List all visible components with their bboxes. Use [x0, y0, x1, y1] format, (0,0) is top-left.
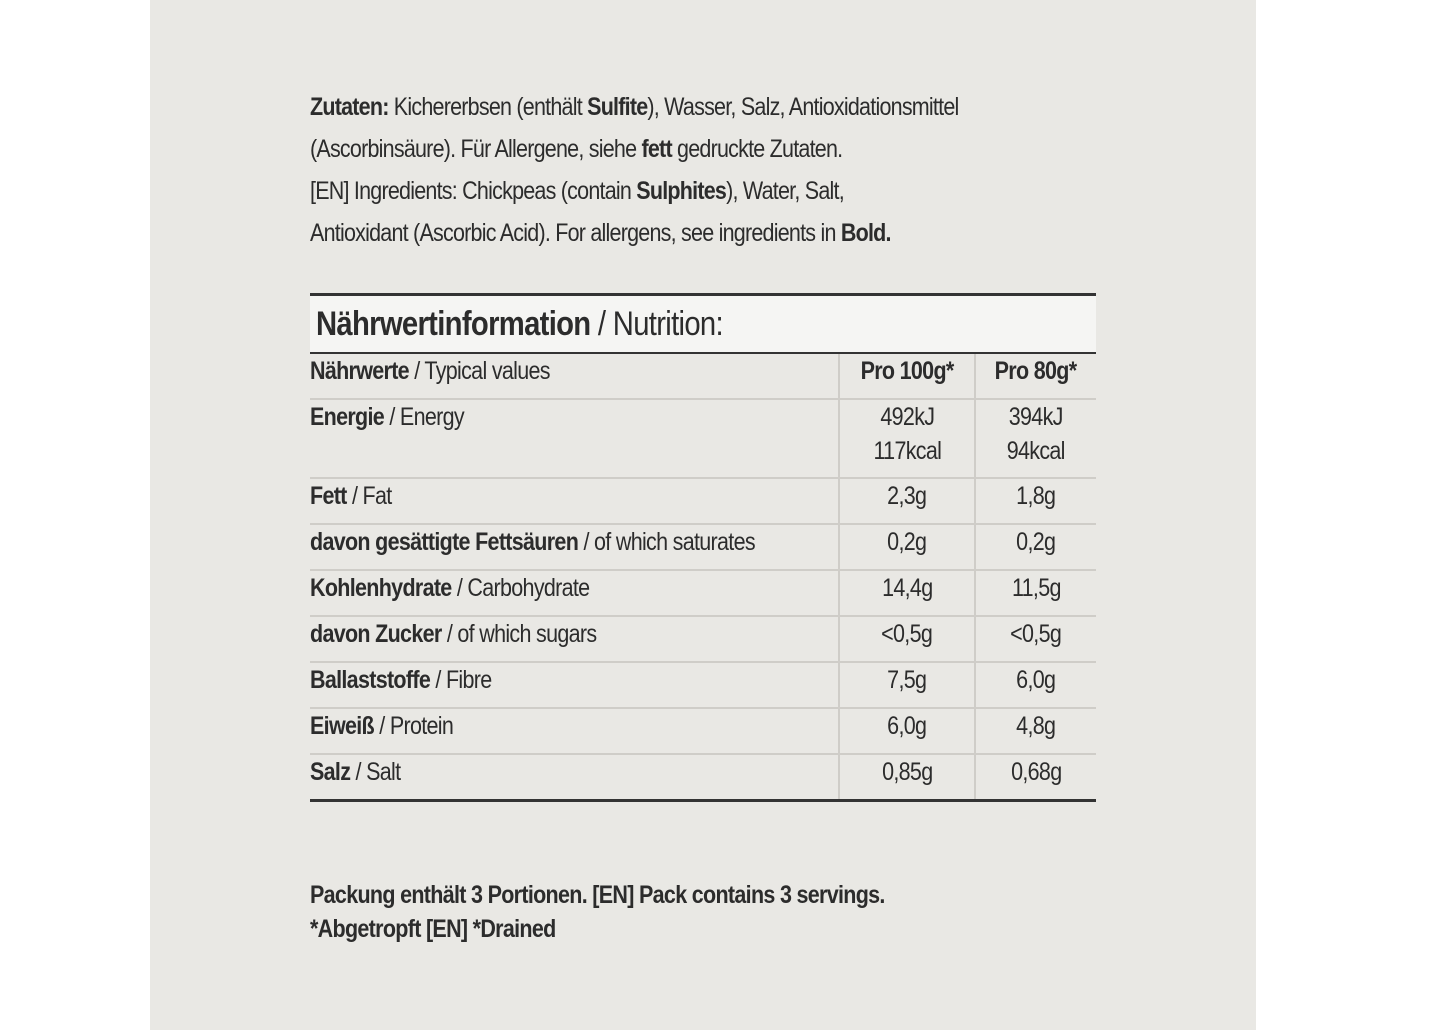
table-row: Fett / Fat 2,3g 1,8g [310, 478, 1096, 524]
label-panel [150, 0, 1256, 1030]
table-row: Eiweiß / Protein 6,0g 4,8g [310, 708, 1096, 754]
table-row: davon gesättigte Fettsäuren / of which saturates 0,2g 0,2g [310, 524, 1096, 570]
nutrition-title-row [310, 295, 1096, 354]
table-row: Energie / Energy 492kJ 117kcal 394kJ 94kcal [310, 399, 1096, 478]
label-content [310, 86, 1100, 943]
table-row: Kohlenhydrate / Carbohydrate 14,4g 11,5g [310, 570, 1096, 616]
ingredients-block [310, 86, 1101, 254]
ingredients-de-label: Zutaten: [310, 93, 389, 121]
ingredients-de-line-1: Zutaten: Kichererbsen (enthält Sulfite), Wasser, Salz, Antioxidationsmittel [310, 93, 959, 121]
ingredients-en-line-1: [EN] Ingredients: Chickpeas (contain Sulphites), Water, Salt, [310, 177, 844, 205]
column-header-per-100g: Pro 100g* [860, 357, 954, 385]
ingredients-en-line-2: Antioxidant (Ascorbic Acid). For allergens, see ingredients in Bold. [310, 219, 891, 247]
ingredients-de-line-2: (Ascorbinsäure). Für Allergene, siehe fett gedruckte Zutaten. [310, 135, 843, 163]
table-row: Ballaststoffe / Fibre 7,5g 6,0g [310, 662, 1096, 708]
drained-note: *Abgetropft [EN] *Drained [310, 915, 556, 943]
nutrition-title: Nährwertinformation / Nutrition: [316, 305, 723, 343]
allergen-sulphites: Sulphites [636, 177, 727, 205]
servings-line: Packung enthält 3 Portionen. [EN] Pack contains 3 servings. [310, 881, 885, 909]
column-header-per-80g: Pro 80g* [995, 357, 1077, 385]
serving-note [310, 878, 885, 946]
table-row: Salz / Salt 0,85g 0,68g [310, 754, 1096, 801]
allergen-sulfite: Sulfite [587, 93, 648, 121]
table-row: davon Zucker / of which sugars <0,5g <0,5g [310, 616, 1096, 662]
table-header-row: Nährwerte / Typical values Pro 100g* Pro 80g* [310, 353, 1096, 399]
nutrition-table [310, 293, 1096, 802]
